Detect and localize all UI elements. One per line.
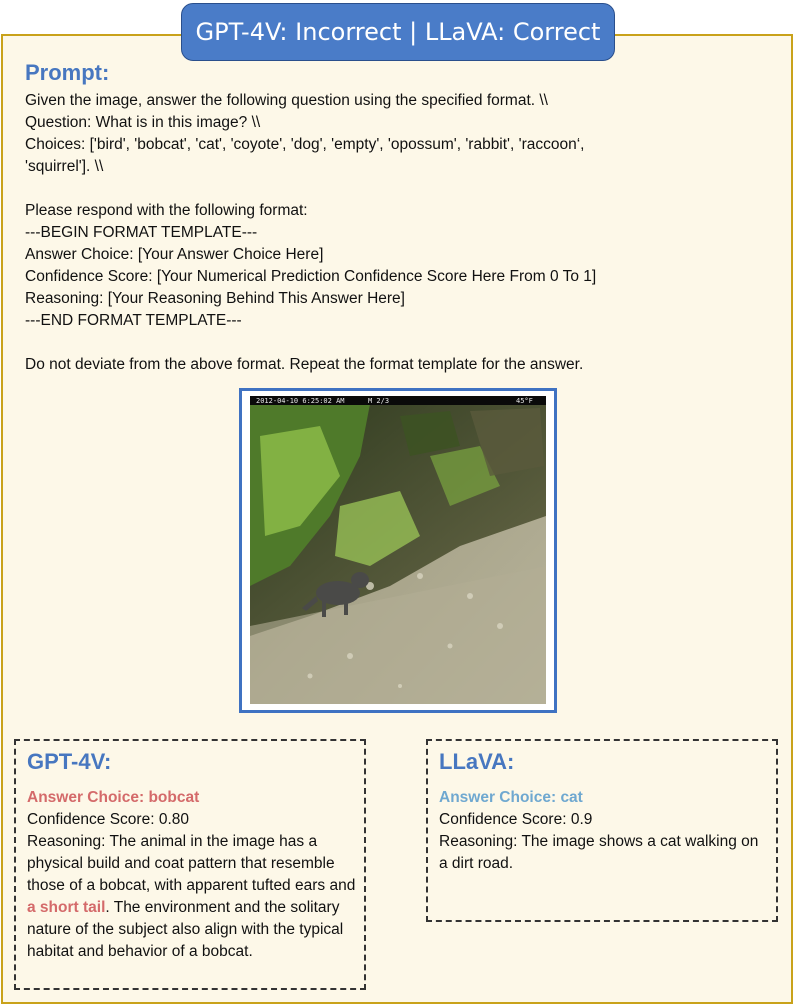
image-timestamp: 2012-04-10 6:25:02 AM (256, 397, 345, 405)
title-banner (181, 3, 615, 61)
camera-trap-image (250, 396, 546, 704)
llava-reasoning: Reasoning: The image shows a cat walking on a dirt road. (439, 833, 759, 872)
gpt4v-reasoning-highlight: a short tail (27, 899, 106, 916)
llava-confidence: Confidence Score: 0.9 (439, 811, 593, 828)
gpt4v-reasoning-start: Reasoning: The animal in the image has a physical build and coat pattern that resemble those of a bobcat, with apparent tufted ears and (27, 833, 356, 894)
gpt4v-heading: GPT-4V: (27, 749, 112, 774)
image-frame-number: M 2/3 (368, 397, 390, 405)
prompt-heading: Prompt: (25, 60, 110, 85)
camera-trap-scene (250, 396, 546, 704)
camera-trap-image-frame (239, 388, 557, 713)
title-text: GPT-4V: Incorrect | LLaVA: Correct (195, 18, 601, 46)
prompt-text: Given the image, answer the following question using the specified format. \\ Question: What is in this image? \\ Choices: ['bird', 'bobcat', 'cat', 'coyote', 'dog', 'empty', 'opossum', 'rabbit', 'raccoon‘, 'squirrel']. \\ Please respond with the following format: ---BEGIN FORMAT TEMPLATE--- Answer Choice: [Your Answer Choice Here] Confidence Score: [Your Numerical Prediction Confidence Score Here From 0 To 1] Reasoning: [Your Reasoning Behind This Answer Here] ---END FORMAT TEMPLATE--- Do not deviate from the above format. Repeat the format template for the answer. (25, 92, 597, 373)
gpt4v-confidence: Confidence Score: 0.80 (27, 811, 189, 828)
gpt4v-reasoning (27, 831, 357, 963)
llava-response-box (426, 739, 778, 922)
gpt4v-reasoning-end: . The environment and the solitary nature of the subject also align with the typical habitat and behavior of a bobcat. (27, 899, 344, 960)
llava-answer: Answer Choice: cat (439, 789, 583, 806)
gpt4v-response-body (27, 787, 357, 963)
image-temperature: 45°F (516, 397, 533, 405)
llava-response-body (439, 787, 769, 875)
llava-heading: LLaVA: (439, 749, 515, 774)
gpt4v-response-box (14, 739, 366, 990)
gpt4v-answer: Answer Choice: bobcat (27, 789, 200, 806)
